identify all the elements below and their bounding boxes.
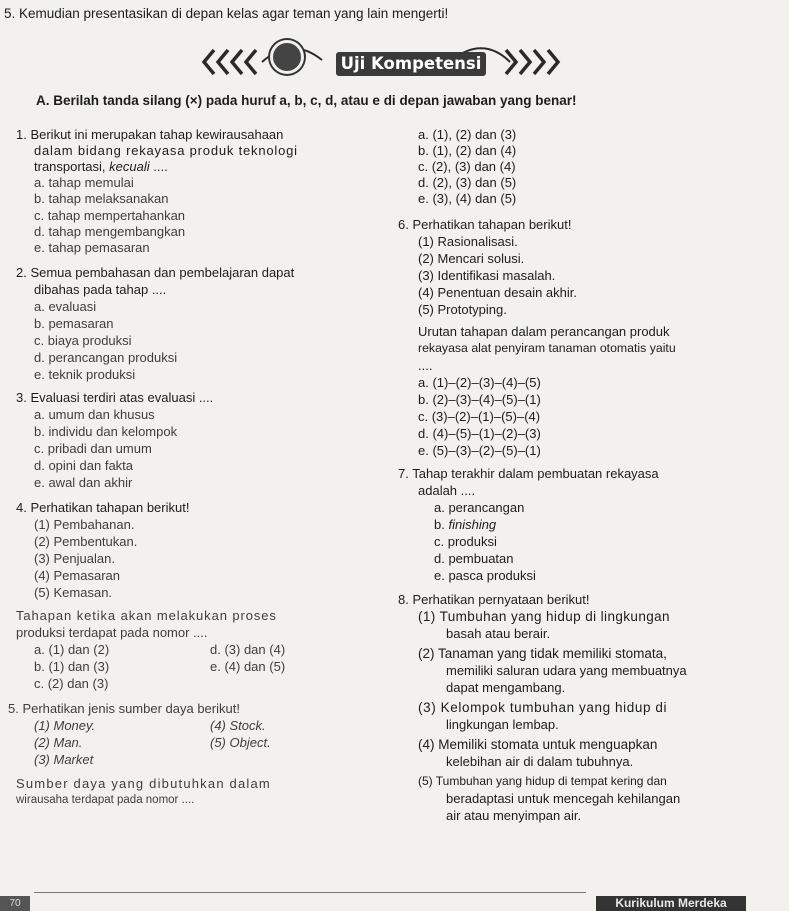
q3-option-e[interactable]: e. awal dan akhir — [34, 475, 133, 490]
q7-option-b-text: finishing — [448, 517, 497, 532]
q1-choice-e[interactable]: e. (3), (4) dan (5) — [418, 191, 517, 206]
q1-choice-d[interactable]: d. (2), (3) dan (5) — [418, 175, 517, 190]
q8-item-2-line-1: (2) Tanaman yang tidak memiliki stomata, — [418, 646, 667, 661]
q4-item-4: (4) Pemasaran — [34, 568, 120, 583]
q8-item-4-line-1: (4) Memiliki stomata untuk menguapkan — [418, 737, 658, 752]
q7-option-a[interactable]: a. perancangan — [434, 500, 525, 515]
q5-item-5: (5) Object. — [210, 735, 271, 750]
q8-item-2-line-3: dapat mengambang. — [446, 680, 566, 695]
q7-line-2: adalah .... — [418, 483, 476, 498]
q2-option-b[interactable]: b. pemasaran — [34, 316, 114, 331]
q8-item-5-line-3: air atau menyimpan air. — [446, 808, 582, 823]
q6-option-e[interactable]: e. (5)–(3)–(2)–(5)–(1) — [418, 443, 541, 458]
q6-item-1: (1) Rasionalisasi. — [418, 234, 518, 249]
q5-item-3: (3) Market — [34, 752, 94, 767]
page-number: 70 — [0, 896, 30, 911]
section-a-instruction: A. Berilah tanda silang (×) pada huruf a, b, c, d, atau e di depan jawaban yang benar! — [36, 93, 577, 108]
q7-option-b[interactable] — [434, 517, 496, 532]
q1-line-2: dalam bidang rekayasa produk teknologi — [34, 143, 298, 158]
q1-option-e[interactable]: e. tahap pemasaran — [34, 240, 150, 255]
q8-item-1-line-1: (1) Tumbuhan yang hidup di lingkungan — [418, 609, 670, 624]
banner-title: Uji Kompetensi — [336, 52, 486, 76]
q2-option-a[interactable]: a. evaluasi — [34, 299, 97, 314]
q4-option-d[interactable]: d. (3) dan (4) — [210, 642, 286, 657]
q7-option-c[interactable]: c. produksi — [434, 534, 497, 549]
q1-choice-b[interactable]: b. (1), (2) dan (4) — [418, 143, 517, 158]
q8-item-2-line-2: memiliki saluran udara yang membuatnya — [446, 663, 687, 678]
q1-kecuali: kecuali — [109, 159, 150, 174]
q2-option-e[interactable]: e. teknik produksi — [34, 367, 136, 382]
q1-line-1: 1. Berikut ini merupakan tahap kewirausahaan — [16, 127, 284, 142]
q6-stem-3: .... — [418, 358, 433, 373]
q6-option-c[interactable]: c. (3)–(2)–(1)–(5)–(4) — [418, 409, 541, 424]
q8-item-3-line-1: (3) Kelompok tumbuhan yang hidup di — [418, 700, 668, 715]
q5-stem-2: wirausaha terdapat pada nomor .... — [16, 794, 195, 806]
q6-stem-1: Urutan tahapan dalam perancangan produk — [418, 324, 670, 339]
q3-option-b[interactable]: b. individu dan kelompok — [34, 424, 178, 439]
q7-option-b-label: b. — [434, 517, 449, 532]
q8-item-3-line-2: lingkungan lembap. — [446, 717, 559, 732]
q5-line-1: 5. Perhatikan jenis sumber daya berikut! — [8, 701, 240, 716]
q2-line-2: dibahas pada tahap .... — [34, 282, 167, 297]
q1-choice-c[interactable]: c. (2), (3) dan (4) — [418, 159, 516, 174]
q6-item-5: (5) Prototyping. — [418, 302, 507, 317]
q5-item-1: (1) Money. — [34, 718, 96, 733]
stopwatch-icon — [270, 40, 304, 74]
q5-item-2: (2) Man. — [34, 735, 83, 750]
q1-option-d[interactable]: d. tahap mengembangkan — [34, 224, 186, 239]
q4-item-3: (3) Penjualan. — [34, 551, 115, 566]
q8-item-5-line-1: (5) Tumbuhan yang hidup di tempat kering dan — [418, 774, 667, 788]
q1-option-b[interactable]: b. tahap melaksanakan — [34, 191, 169, 206]
q6-title: 6. Perhatikan tahapan berikut! — [398, 217, 572, 232]
q4-item-1: (1) Pembahanan. — [34, 517, 135, 532]
q1-choice-a[interactable]: a. (1), (2) dan (3) — [418, 127, 517, 142]
q1-tail: .... — [149, 159, 168, 174]
curriculum-badge: Kurikulum Merdeka — [596, 896, 746, 911]
q6-item-2: (2) Mencari solusi. — [418, 251, 525, 266]
q6-option-d[interactable]: d. (4)–(5)–(1)–(2)–(3) — [418, 426, 541, 441]
q2-line-1: 2. Semua pembahasan dan pembelajaran dapat — [16, 265, 295, 280]
q3-option-a[interactable]: a. umum dan khusus — [34, 407, 155, 422]
q4-option-b[interactable]: b. (1) dan (3) — [34, 659, 110, 674]
q2-option-c[interactable]: c. biaya produksi — [34, 333, 132, 348]
q4-option-e[interactable]: e. (4) dan (5) — [210, 659, 286, 674]
q3-option-d[interactable]: d. opini dan fakta — [34, 458, 134, 473]
q4-line-1: 4. Perhatikan tahapan berikut! — [16, 500, 190, 515]
footer-rule — [34, 892, 586, 893]
q1-line-3-text: transportasi, — [34, 159, 110, 174]
q8-item-5-line-2: beradaptasi untuk mencegah kehilangan — [446, 791, 681, 806]
q1-line-3 — [34, 159, 168, 174]
q5-item-4: (4) Stock. — [210, 718, 266, 733]
q5-stem-1: Sumber daya yang dibutuhkan dalam — [16, 776, 271, 791]
q7-option-d[interactable]: d. pembuatan — [434, 551, 514, 566]
q3-option-c[interactable]: c. pribadi dan umum — [34, 441, 152, 456]
q8-item-1-line-2: basah atau berair. — [446, 626, 551, 641]
q4-item-2: (2) Pembentukan. — [34, 534, 138, 549]
q6-item-4: (4) Penentuan desain akhir. — [418, 285, 577, 300]
q4-option-a[interactable]: a. (1) dan (2) — [34, 642, 110, 657]
q7-option-e[interactable]: e. pasca produksi — [434, 568, 536, 583]
q6-item-3: (3) Identifikasi masalah. — [418, 268, 556, 283]
q8-title: 8. Perhatikan pernyataan berikut! — [398, 592, 590, 607]
q8-item-4-line-2: kelebihan air di dalam tubuhnya. — [446, 754, 634, 769]
q3-line-1: 3. Evaluasi terdiri atas evaluasi .... — [16, 390, 214, 405]
q6-option-b[interactable]: b. (2)–(3)–(4)–(5)–(1) — [418, 392, 541, 407]
q6-stem-2: rekayasa alat penyiram tanaman otomatis yaitu — [418, 341, 676, 355]
q1-option-a[interactable]: a. tahap memulai — [34, 175, 134, 190]
q6-option-a[interactable]: a. (1)–(2)–(3)–(4)–(5) — [418, 375, 541, 390]
previous-item-5: 5. Kemudian presentasikan di depan kelas agar teman yang lain mengerti! — [4, 6, 449, 21]
q4-item-5: (5) Kemasan. — [34, 585, 113, 600]
q4-option-c[interactable]: c. (2) dan (3) — [34, 676, 109, 691]
q4-stem-1: Tahapan ketika akan melakukan proses — [16, 608, 277, 623]
q2-option-d[interactable]: d. perancangan produksi — [34, 350, 178, 365]
q1-option-c[interactable]: c. tahap mempertahankan — [34, 208, 186, 223]
q7-line-1: 7. Tahap terakhir dalam pembuatan rekayasa — [398, 466, 659, 481]
q4-stem-2: produksi terdapat pada nomor .... — [16, 625, 208, 640]
